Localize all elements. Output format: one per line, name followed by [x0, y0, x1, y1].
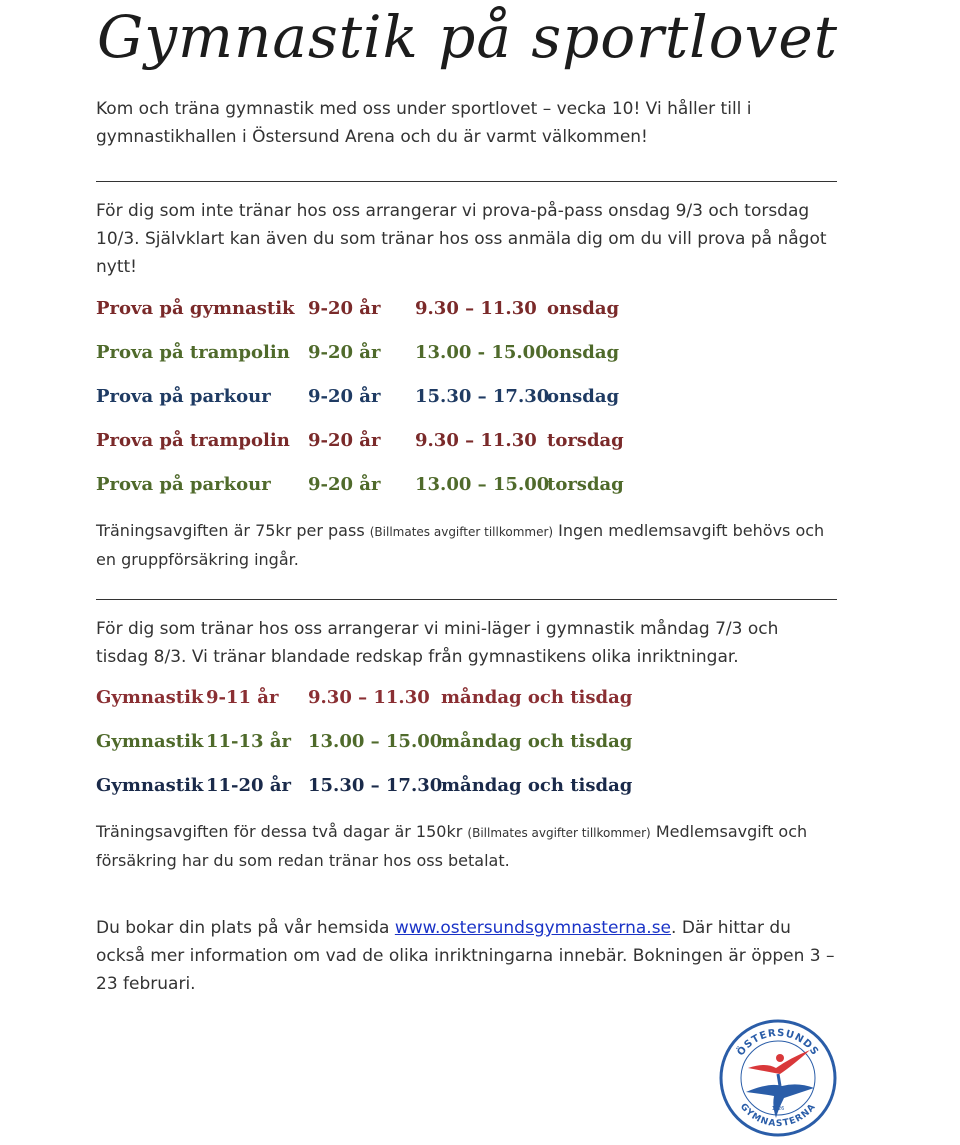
club-logo — [718, 1018, 838, 1138]
schedule-day: torsdag — [547, 474, 624, 495]
section1-text: För dig som inte tränar hos oss arrangerar vi prova-på-pass onsdag 9/3 och torsdag 10/3. Självklart kan även du som tränar hos oss anmäla dig om du vill prova på något nytt! — [96, 201, 827, 277]
schedule-activity: Prova på trampolin — [96, 342, 290, 363]
page-title: Gymnastik på sportlovet — [96, 3, 839, 71]
section2-fee-text — [96, 818, 836, 874]
schedule-activity: Gymnastik — [96, 731, 204, 752]
schedule-time: 15.30 – 17.30 — [415, 386, 550, 407]
schedule-row — [96, 775, 796, 803]
divider — [96, 599, 837, 600]
booking-text — [96, 914, 836, 998]
schedule-row — [96, 474, 796, 502]
schedule-time: 15.30 – 17.30 — [308, 775, 443, 796]
schedule-time: 9.30 – 11.30 — [415, 430, 537, 451]
schedule-row — [96, 430, 796, 458]
schedule-day: torsdag — [547, 430, 624, 451]
schedule-age: 9-20 år — [308, 386, 381, 407]
schedule-row — [96, 342, 796, 370]
section2-text: För dig som tränar hos oss arrangerar vi mini-läger i gymnastik måndag 7/3 och tisdag 8/3. Vi tränar blandade redskap från gymnastikens olika inriktningar. — [96, 619, 779, 667]
schedule-day: måndag och tisdag — [441, 731, 633, 752]
schedule-time: 9.30 – 11.30 — [308, 687, 430, 708]
fee-text-after: Medlemsavgift och försäkring har du som redan tränar hos oss betalat. — [96, 822, 808, 870]
schedule-activity: Gymnastik — [96, 687, 204, 708]
intro-text: Kom och träna gymnastik med oss under sportlovet – vecka 10! Vi håller till i gymnastikhallen i Östersund Arena och du är varmt välkommen! — [96, 99, 752, 147]
schedule-activity: Prova på trampolin — [96, 430, 290, 451]
booking-before: Du bokar din plats på vår hemsida — [96, 918, 395, 938]
logo-top-text: ÖSTERSUNDS — [735, 1027, 821, 1059]
fee-text: Träningsavgiften för dessa två dagar är 150kr — [96, 822, 463, 841]
schedule-day: måndag och tisdag — [441, 687, 633, 708]
schedule-time: 9.30 – 11.30 — [415, 298, 537, 319]
fee-text-after: Ingen medlemsavgift behövs och en gruppförsäkring ingår. — [96, 521, 825, 569]
fee-note: (Billmates avgifter tillkommer) — [467, 826, 651, 840]
schedule-age: 9-11 år — [206, 687, 279, 708]
section1-fee-text — [96, 517, 836, 573]
schedule-activity: Prova på gymnastik — [96, 298, 295, 319]
fee-note: (Billmates avgifter tillkommer) — [369, 525, 554, 539]
schedule-row — [96, 386, 796, 414]
booking-after: . Där hittar du också mer information om vad de olika inriktningarna innebär. Bokningen är öppen 3 – 23 februari. — [96, 918, 835, 994]
schedule-age: 9-20 år — [308, 430, 381, 451]
logo-bottom-text: GYMNASTERNA — [737, 1101, 819, 1130]
schedule-day: onsdag — [547, 386, 620, 407]
schedule-row — [96, 687, 796, 715]
schedule-age: 9-20 år — [308, 342, 381, 363]
schedule-activity: Gymnastik — [96, 775, 204, 796]
schedule-age: 9-20 år — [308, 298, 381, 319]
schedule-activity: Prova på parkour — [96, 474, 271, 495]
schedule-time: 13.00 – 15.00 — [308, 731, 443, 752]
schedule-activity: Prova på parkour — [96, 386, 271, 407]
fee-text: Träningsavgiften är 75kr per pass — [96, 521, 365, 540]
schedule-age: 11-20 år — [206, 775, 291, 796]
schedule-row — [96, 731, 796, 759]
schedule-day: måndag och tisdag — [441, 775, 633, 796]
logo-year: 1926 — [771, 1106, 785, 1112]
schedule-row — [96, 298, 796, 326]
schedule-day: onsdag — [547, 342, 620, 363]
divider — [96, 181, 837, 182]
schedule-time: 13.00 – 15.00 — [415, 474, 550, 495]
schedule-age: 9-20 år — [308, 474, 381, 495]
schedule-time: 13.00 - 15.00 — [415, 342, 548, 363]
schedule-day: onsdag — [547, 298, 620, 319]
schedule-age: 11-13 år — [206, 731, 291, 752]
website-link[interactable]: www.ostersundsgymnasterna.se — [394, 918, 672, 938]
